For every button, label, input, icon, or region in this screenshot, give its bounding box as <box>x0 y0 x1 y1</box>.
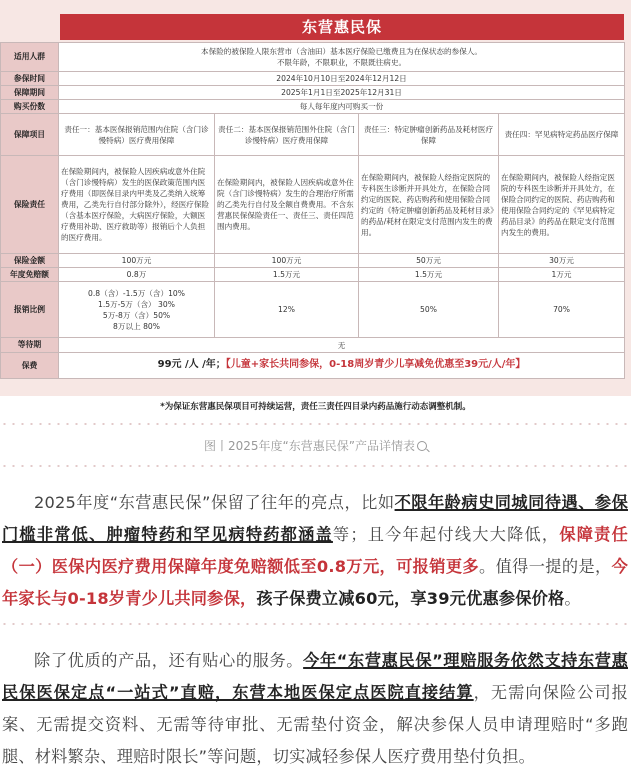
deductible-3: 1.5万元 <box>359 268 499 282</box>
para1-red-2: 今年家长与0-18岁青少儿共同参保， <box>2 557 628 608</box>
para1-text-4: 。 <box>564 589 581 608</box>
row-label: 适用人群 <box>1 43 59 72</box>
row-period <box>1 86 625 100</box>
row-liability <box>1 156 625 254</box>
table-footnote: *为保证东营惠民保项目可持续运营，责任三责任四目录内药品施行动态调整机制。 <box>160 402 471 412</box>
para1-text-3: 。值得一提的是， <box>479 557 612 576</box>
table-title: 东营惠民保 <box>60 14 624 40</box>
applicable-line2: 不限年龄，不限职业，不限既往病史。 <box>276 58 407 67</box>
ratio-tier-4: 8万以上 80% <box>113 321 160 331</box>
dot-divider <box>0 420 631 428</box>
ratio-4: 70% <box>499 282 625 338</box>
applicable-cell <box>59 43 625 72</box>
item-4: 责任四：罕见病特定药品医疗保障 <box>499 114 625 156</box>
item-2: 责任二：基本医保报销范围外住院（含门诊慢特病）医疗费用保障 <box>215 114 359 156</box>
deductible-1: 0.8万 <box>59 268 215 282</box>
item-1: 责任一：基本医保报销范围内住院（含门诊慢特病）医疗费用保障 <box>59 114 215 156</box>
para1-text-1: 2025年度“东营惠民保”保留了往年的亮点，比如 <box>34 493 395 512</box>
caption-text: 图丨2025年度“东营惠民保”产品详情表 <box>204 439 415 453</box>
row-waiting <box>1 338 625 353</box>
premium-cell <box>59 353 625 379</box>
row-label: 保障期间 <box>1 86 59 100</box>
deductible-4: 1万元 <box>499 268 625 282</box>
row-label: 年度免赔额 <box>1 268 59 282</box>
row-enroll-time <box>1 72 625 86</box>
sum-3: 50万元 <box>359 254 499 268</box>
ratio-1 <box>59 282 215 338</box>
ratio-tier-3: 5万-8万（含）50% <box>102 310 171 320</box>
applicable-line1: 本保险的被保险人限东营市（含油田）基本医疗保险已缴费且为在保状态的参保人。 <box>201 47 482 56</box>
article-paragraph-1 <box>2 487 628 615</box>
item-3: 责任三：特定肿瘤创新药品及耗材医疗保障 <box>359 114 499 156</box>
liability-3: 在保险期间内，被保险人经指定医院的专科医生诊断并开具处方，在保险合同约定的医院、药店购药和使用保险合同约定的《特定肿瘤创新药品及耗材目录》的药品/耗材在限定支付范围内发生的费用。 <box>359 156 499 254</box>
para1-bold: 孩子保费立减60元，享39元优惠参保价格 <box>256 589 565 608</box>
dot-divider <box>0 620 631 628</box>
article-paragraph-2 <box>2 645 628 773</box>
row-premium <box>1 353 625 379</box>
premium-promo: 【儿童+家长共同参保，0-18周岁青少儿享减免优惠至39元/人/年】 <box>225 359 526 371</box>
enroll-time-value: 2024年10月10日至2024年12月12日 <box>59 72 625 86</box>
para2-underline: 今年“东营惠民保”理赔服务依然支持东营惠民保医保定点“一站式”直赔，东营本地医保定点医院直接结算 <box>2 651 628 702</box>
para1-text-2: 等；且今年起付线大大降低， <box>332 525 560 544</box>
magnifier-icon[interactable] <box>417 441 427 451</box>
row-label: 保费 <box>1 353 59 379</box>
copies-value: 每人每年度内可购买一份 <box>59 100 625 114</box>
para1-underline: 不限年龄病史同城同待遇、参保门槛非常低、肿瘤特药和罕见病特药都涵盖 <box>2 493 628 544</box>
para1-red-1: 保障责任（一）医保内医疗费用保障年度免赔额低至0.8万元，可报销更多 <box>2 525 628 576</box>
row-label: 等待期 <box>1 338 59 353</box>
liability-1: 在保险期间内，被保险人因疾病或意外住院（含门诊慢特病）发生的医保政策范围内医疗费用（即医保目录内甲类及乙类纳入统筹费用，乙类先行自付部分除外），经医疗保险（含基本医疗保险，大病医疗保险，大额医疗费用补助、医疗救助等）报销后个人负担的医疗费用。 <box>59 156 215 254</box>
row-label: 报销比例 <box>1 282 59 338</box>
row-items <box>1 114 625 156</box>
row-label: 购买份数 <box>1 100 59 114</box>
figure-caption <box>0 437 631 454</box>
ratio-tier-2: 1.5万-5万（含） 30% <box>98 299 175 309</box>
para2-text-2: ，无需向保险公司报案、无需提交资料、无需等待审批、无需垫付资金，解决参保人员申请理赔时“多跑腿、材料繁杂、理赔时限长”等问题，切实减轻参保人医疗费用垫付负担。 <box>2 683 628 766</box>
ratio-3: 50% <box>359 282 499 338</box>
sum-1: 100万元 <box>59 254 215 268</box>
row-copies <box>1 100 625 114</box>
product-detail-table <box>0 42 625 379</box>
row-label: 保险金额 <box>1 254 59 268</box>
sum-2: 100万元 <box>215 254 359 268</box>
ratio-tier-1: 0.8（含）-1.5万（含）10% <box>88 288 185 298</box>
period-value: 2025年1月1日至2025年12月31日 <box>59 86 625 100</box>
liability-2: 在保险期间内，被保险人因疾病或意外住院（含门诊慢特病）发生的合理治疗所需的乙类先行自付及全额自费费用。不含东营惠民保保险责任一、责任三、责任四范围内费用。 <box>215 156 359 254</box>
para2-text-1: 除了优质的产品，还有贴心的服务。 <box>34 651 304 670</box>
row-label: 参保时间 <box>1 72 59 86</box>
deductible-2: 1.5万元 <box>215 268 359 282</box>
premium-price: 99元 /人 /年； <box>157 359 226 371</box>
ratio-2: 12% <box>215 282 359 338</box>
row-label: 保障项目 <box>1 114 59 156</box>
row-deductible <box>1 268 625 282</box>
row-ratio <box>1 282 625 338</box>
dot-divider <box>0 462 631 470</box>
sum-4: 30万元 <box>499 254 625 268</box>
waiting-value: 无 <box>59 338 625 353</box>
liability-4: 在保险期间内，被保险人经指定医院的专科医生诊断并开具处方，在保险合同约定的医院、药店购药和使用保险合同约定的《罕见病特定药品目录》的药品在限定支付范围内发生的费用。 <box>499 156 625 254</box>
row-label: 保险责任 <box>1 156 59 254</box>
row-sum-insured <box>1 254 625 268</box>
row-applicable <box>1 43 625 72</box>
